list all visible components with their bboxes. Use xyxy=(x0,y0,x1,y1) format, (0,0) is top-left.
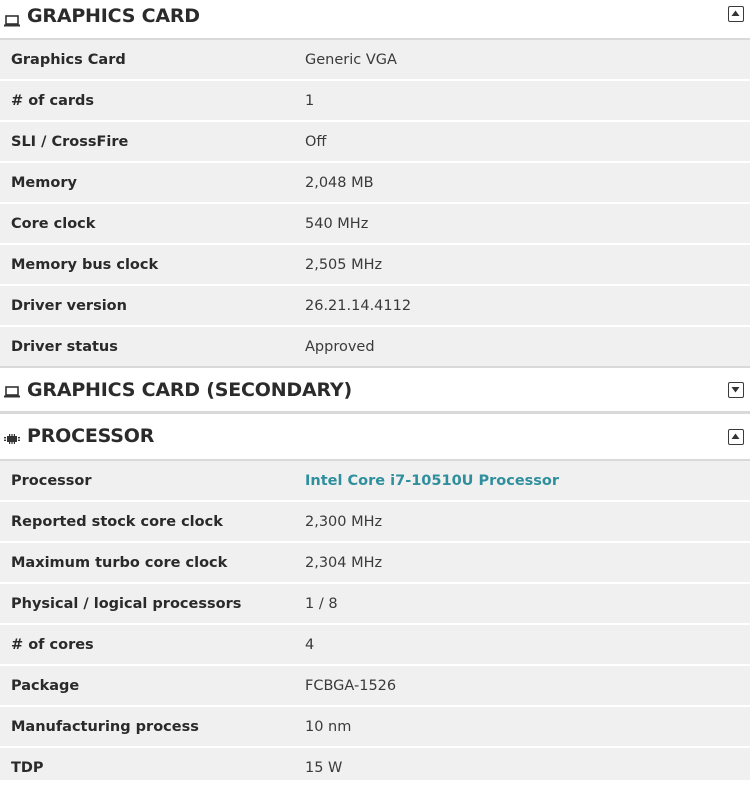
row-value: FCBGA-1526 xyxy=(305,678,397,694)
row-label: Driver status xyxy=(11,339,118,355)
table-row xyxy=(0,502,750,543)
table-row xyxy=(0,543,750,584)
row-label: Physical / logical processors xyxy=(11,596,242,612)
table-row xyxy=(0,163,750,204)
expand-icon[interactable] xyxy=(728,382,744,398)
section-header-processor[interactable] xyxy=(0,414,750,459)
row-value: 2,505 MHz xyxy=(305,257,383,273)
table-row xyxy=(0,204,750,245)
row-value: 1 / 8 xyxy=(305,596,338,612)
table-row xyxy=(0,81,750,122)
row-value: 2,048 MB xyxy=(305,175,374,191)
table-row xyxy=(0,122,750,163)
row-label: # of cards xyxy=(11,93,95,109)
row-value: 2,304 MHz xyxy=(305,555,383,571)
row-label: Graphics Card xyxy=(11,52,126,68)
row-label: TDP xyxy=(11,760,44,776)
table-row xyxy=(0,327,750,368)
table-row xyxy=(0,707,750,748)
table-row xyxy=(0,666,750,707)
row-label: Manufacturing process xyxy=(11,719,199,735)
row-label: # of cores xyxy=(11,637,94,653)
monitor-icon xyxy=(4,383,20,395)
row-label: Driver version xyxy=(11,298,127,314)
section-title: GRAPHICS CARD (SECONDARY) xyxy=(27,379,352,401)
row-value: 540 MHz xyxy=(305,216,369,232)
row-label: Memory bus clock xyxy=(11,257,159,273)
collapse-icon[interactable] xyxy=(728,429,744,445)
row-label: Maximum turbo core clock xyxy=(11,555,228,571)
row-value: 1 xyxy=(305,93,315,109)
row-value: 2,300 MHz xyxy=(305,514,383,530)
row-label: Reported stock core clock xyxy=(11,514,223,530)
row-label: Processor xyxy=(11,473,92,489)
row-label: Memory xyxy=(11,175,77,191)
row-value: 15 W xyxy=(305,760,343,776)
row-label: Package xyxy=(11,678,80,694)
processor-link[interactable]: Intel Core i7-10510U Processor xyxy=(305,473,560,489)
table-row xyxy=(0,461,750,502)
row-value: 10 nm xyxy=(305,719,352,735)
section-title: PROCESSOR xyxy=(27,425,155,447)
row-value: Generic VGA xyxy=(305,52,397,68)
monitor-icon xyxy=(4,12,20,24)
table-row xyxy=(0,245,750,286)
collapse-icon[interactable] xyxy=(728,6,744,22)
section-title: GRAPHICS CARD xyxy=(27,5,200,27)
row-value: Approved xyxy=(305,339,375,355)
cpu-chip-icon xyxy=(4,430,20,442)
row-value: Off xyxy=(305,134,327,150)
table-row xyxy=(0,748,750,780)
table-row xyxy=(0,625,750,666)
row-label: SLI / CrossFire xyxy=(11,134,129,150)
table-row xyxy=(0,286,750,327)
table-row xyxy=(0,584,750,625)
section-header-graphics-card[interactable] xyxy=(0,0,750,38)
row-label: Core clock xyxy=(11,216,96,232)
row-value: 4 xyxy=(305,637,315,653)
table-row xyxy=(0,40,750,81)
section-header-graphics-card-secondary[interactable] xyxy=(0,368,750,406)
row-value: 26.21.14.4112 xyxy=(305,298,412,314)
